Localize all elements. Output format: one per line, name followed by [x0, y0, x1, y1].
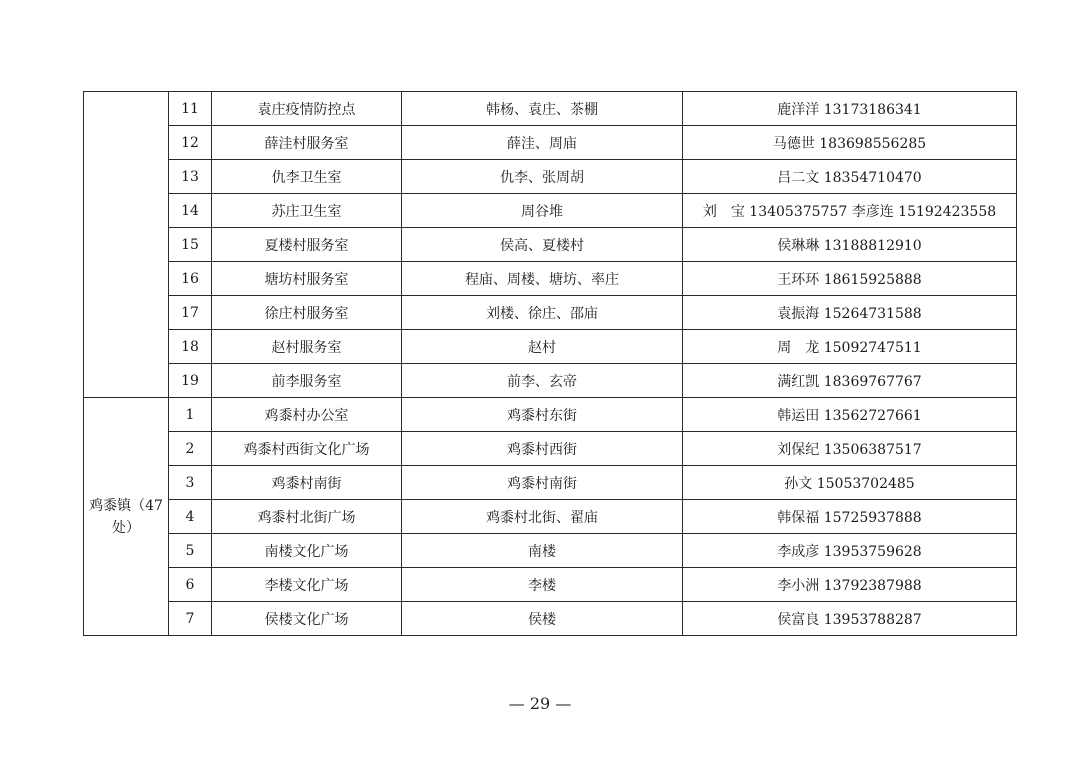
town-cell: 鸡黍镇（47处）	[84, 398, 169, 636]
site-name-cell: 李楼文化广场	[212, 568, 402, 602]
site-name-cell: 塘坊村服务室	[212, 262, 402, 296]
service-area-cell: 鸡黍村北街、翟庙	[402, 500, 683, 534]
site-name-cell: 鸡黍村北街广场	[212, 500, 402, 534]
contact-cell: 吕二文 18354710470	[683, 160, 1017, 194]
service-area-cell: 鸡黍村东街	[402, 398, 683, 432]
row-number-cell: 15	[169, 228, 212, 262]
table-row	[84, 432, 1017, 466]
table-row	[84, 126, 1017, 160]
table-body	[84, 92, 1017, 636]
service-area-cell: 南楼	[402, 534, 683, 568]
row-number-cell: 11	[169, 92, 212, 126]
service-area-cell: 程庙、周楼、塘坊、率庄	[402, 262, 683, 296]
page-number: — 29 —	[508, 694, 572, 713]
site-name-cell: 袁庄疫情防控点	[212, 92, 402, 126]
site-name-cell: 鸡黍村西街文化广场	[212, 432, 402, 466]
contact-cell: 鹿洋洋 13173186341	[683, 92, 1017, 126]
contact-cell: 刘 宝 13405375757 李彦连 15192423558	[683, 194, 1017, 228]
contact-cell: 周 龙 15092747511	[683, 330, 1017, 364]
service-area-cell: 周谷堆	[402, 194, 683, 228]
site-name-cell: 鸡黍村南街	[212, 466, 402, 500]
contact-cell: 袁振海 15264731588	[683, 296, 1017, 330]
table-row	[84, 568, 1017, 602]
service-area-cell: 李楼	[402, 568, 683, 602]
service-area-cell: 仇李、张周胡	[402, 160, 683, 194]
table-row	[84, 92, 1017, 126]
row-number-cell: 14	[169, 194, 212, 228]
service-area-cell: 韩杨、袁庄、茶棚	[402, 92, 683, 126]
site-name-cell: 薛洼村服务室	[212, 126, 402, 160]
contact-cell: 侯琳琳 13188812910	[683, 228, 1017, 262]
contact-cell: 王环环 18615925888	[683, 262, 1017, 296]
contact-cell: 马德世 183698556285	[683, 126, 1017, 160]
row-number-cell: 1	[169, 398, 212, 432]
table-row	[84, 534, 1017, 568]
table-row	[84, 228, 1017, 262]
contact-cell: 韩保福 15725937888	[683, 500, 1017, 534]
site-name-cell: 仇李卫生室	[212, 160, 402, 194]
service-area-cell: 鸡黍村南街	[402, 466, 683, 500]
table-row	[84, 330, 1017, 364]
contact-cell: 李成彦 13953759628	[683, 534, 1017, 568]
site-name-cell: 南楼文化广场	[212, 534, 402, 568]
table-row	[84, 364, 1017, 398]
table-row	[84, 466, 1017, 500]
row-number-cell: 17	[169, 296, 212, 330]
site-name-cell: 前李服务室	[212, 364, 402, 398]
contact-cell: 韩运田 13562727661	[683, 398, 1017, 432]
row-number-cell: 5	[169, 534, 212, 568]
row-number-cell: 18	[169, 330, 212, 364]
contact-cell: 满红凯 18369767767	[683, 364, 1017, 398]
row-number-cell: 2	[169, 432, 212, 466]
row-number-cell: 7	[169, 602, 212, 636]
table-row	[84, 398, 1017, 432]
contact-cell: 孙文 15053702485	[683, 466, 1017, 500]
contact-cell: 刘保纪 13506387517	[683, 432, 1017, 466]
service-area-cell: 侯楼	[402, 602, 683, 636]
service-area-cell: 赵村	[402, 330, 683, 364]
service-area-cell: 刘楼、徐庄、邵庙	[402, 296, 683, 330]
row-number-cell: 12	[169, 126, 212, 160]
sampling-site-table	[83, 91, 1017, 636]
table-row	[84, 602, 1017, 636]
contact-cell: 侯富良 13953788287	[683, 602, 1017, 636]
service-area-cell: 前李、玄帝	[402, 364, 683, 398]
row-number-cell: 13	[169, 160, 212, 194]
site-name-cell: 鸡黍村办公室	[212, 398, 402, 432]
table-row	[84, 160, 1017, 194]
service-area-cell: 薛洼、周庙	[402, 126, 683, 160]
table-row	[84, 296, 1017, 330]
site-name-cell: 苏庄卫生室	[212, 194, 402, 228]
row-number-cell: 4	[169, 500, 212, 534]
row-number-cell: 16	[169, 262, 212, 296]
row-number-cell: 6	[169, 568, 212, 602]
town-cell	[84, 92, 169, 398]
row-number-cell: 19	[169, 364, 212, 398]
contact-cell: 李小洲 13792387988	[683, 568, 1017, 602]
row-number-cell: 3	[169, 466, 212, 500]
site-name-cell: 徐庄村服务室	[212, 296, 402, 330]
service-area-cell: 鸡黍村西街	[402, 432, 683, 466]
table-row	[84, 500, 1017, 534]
site-name-cell: 赵村服务室	[212, 330, 402, 364]
site-name-cell: 侯楼文化广场	[212, 602, 402, 636]
service-area-cell: 侯高、夏楼村	[402, 228, 683, 262]
table-row	[84, 262, 1017, 296]
site-name-cell: 夏楼村服务室	[212, 228, 402, 262]
table-row	[84, 194, 1017, 228]
